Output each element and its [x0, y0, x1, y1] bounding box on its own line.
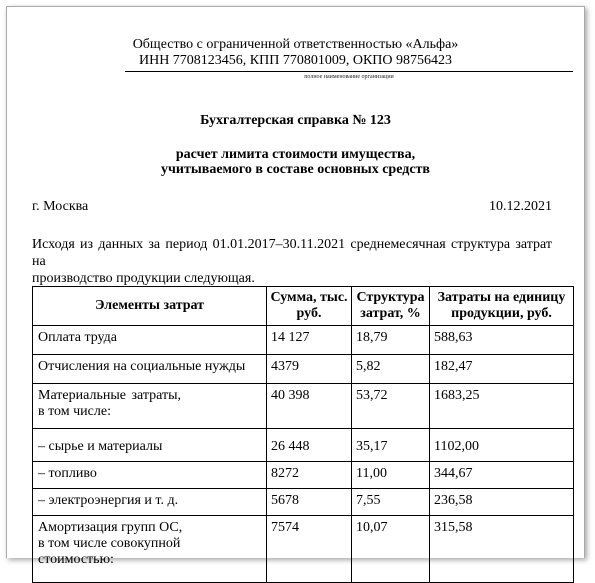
cell-name: Оплата труда	[33, 326, 267, 355]
table-row	[33, 462, 574, 489]
cell-share: 7,55	[352, 489, 430, 516]
column-header-share: Структура затрат, %	[352, 287, 430, 326]
cell-share: 18,79	[352, 326, 430, 355]
table-row	[33, 355, 574, 384]
cell-sum: 7574	[267, 516, 352, 583]
column-header-sum: Сумма, тыс. руб.	[267, 287, 352, 326]
table-row	[33, 516, 574, 583]
organization-codes: ИНН 7708123456, КПП 770801009, ОКПО 98756423	[138, 53, 453, 68]
table-row	[33, 429, 574, 462]
cell-unit-cost: 588,63	[430, 326, 574, 355]
cost-structure-table	[32, 286, 574, 583]
cell-name-line1: Амортизация групп ОС,	[38, 520, 183, 535]
cell-share: 35,17	[352, 429, 430, 462]
organization-caption: полное наименование организации	[304, 74, 394, 80]
cell-share: 5,82	[352, 355, 430, 384]
column-header-unit-cost: Затраты на единицу продукции, руб.	[430, 287, 574, 326]
cell-sum: 5678	[267, 489, 352, 516]
organization-name: Общество с ограниченной ответственностью «Альфа»	[132, 37, 459, 52]
cell-sum: 8272	[267, 462, 352, 489]
cell-sum: 26 448	[267, 429, 352, 462]
cell-sum: 40 398	[267, 384, 352, 429]
document-page	[6, 6, 585, 567]
cell-unit-cost: 1102,00	[430, 429, 574, 462]
cell-share: 53,72	[352, 384, 430, 429]
organization-underline	[125, 71, 573, 72]
document-subtitle-line1: расчет лимита стоимости имущества,	[175, 147, 416, 162]
column-header-elements: Элементы затрат	[33, 287, 267, 326]
cell-sum: 14 127	[267, 326, 352, 355]
cell-name-line2: в том числе:	[38, 404, 111, 419]
cell-name-line3: стоимостью:	[38, 552, 114, 567]
table-row	[33, 489, 574, 516]
cell-unit-cost: 344,67	[430, 462, 574, 489]
table-row	[33, 384, 574, 429]
cell-share: 11,00	[352, 462, 430, 489]
cell-name: – сырье и материалы	[33, 429, 267, 462]
cell-name: Отчисления на социальные нужды	[33, 355, 267, 384]
document-place: г. Москва	[32, 199, 89, 214]
cell-name	[33, 384, 267, 429]
cell-unit-cost: 315,58	[430, 516, 574, 583]
cell-share: 10,07	[352, 516, 430, 583]
cell-unit-cost: 1683,25	[430, 384, 574, 429]
document-subtitle-line2: учитываемого в составе основных средств	[161, 162, 430, 177]
cell-sum: 4379	[267, 355, 352, 384]
intro-line1: Исходя из данных за период 01.01.2017–30.11.2021 среднемесячная структура затрат на	[32, 237, 552, 269]
cell-unit-cost: 236,58	[430, 489, 574, 516]
cell-name: – электроэнергия и т. д.	[33, 489, 267, 516]
intro-paragraph	[32, 236, 552, 287]
document-title: Бухгалтерская справка № 123	[200, 113, 391, 128]
cell-name: – топливо	[33, 462, 267, 489]
intro-line2: производство продукции следующая.	[32, 271, 255, 286]
table-header-row	[33, 287, 574, 326]
cell-name	[33, 516, 267, 583]
document-date: 10.12.2021	[489, 199, 552, 214]
table-row	[33, 326, 574, 355]
cell-unit-cost: 182,47	[430, 355, 574, 384]
cell-name-line1: Материальные затраты,	[38, 388, 181, 403]
cell-name-line2: в том числе совокупной	[38, 536, 181, 551]
